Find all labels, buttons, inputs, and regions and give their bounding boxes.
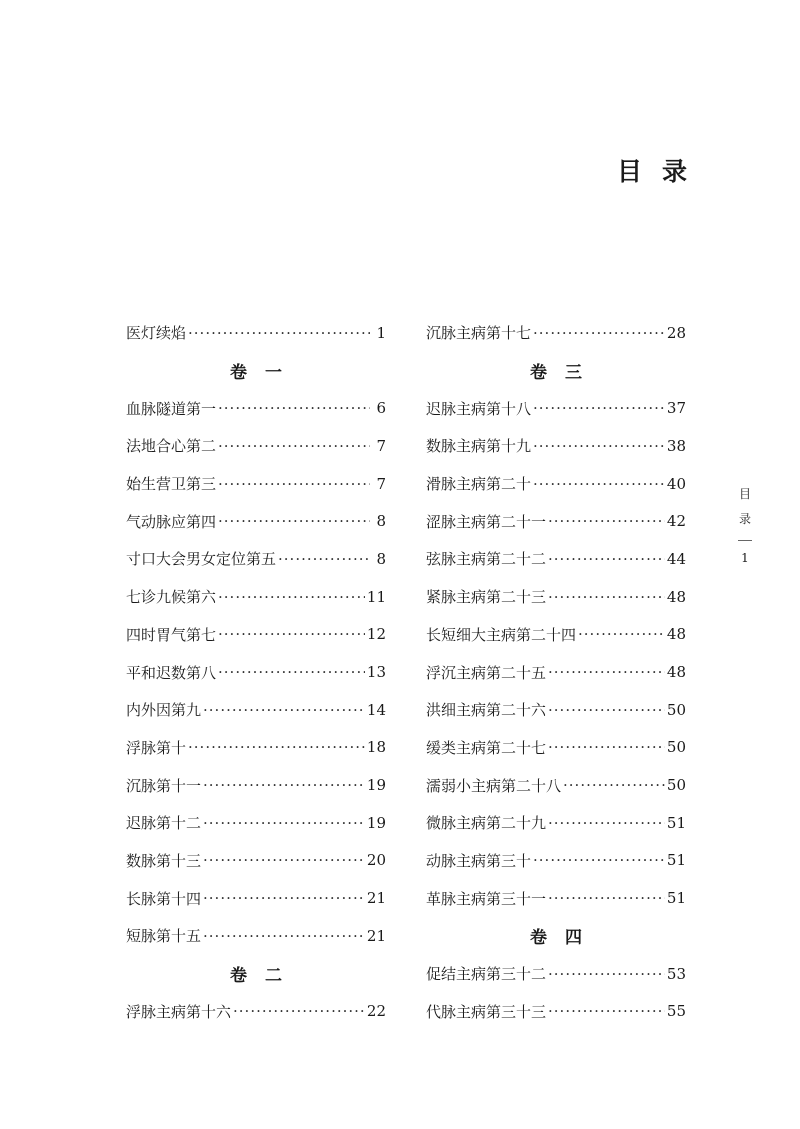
volume-heading-char-2: 一 — [265, 363, 282, 384]
dot-leader — [548, 663, 665, 681]
toc-entry[interactable] — [126, 992, 386, 1030]
toc-entry-title: 长短细大主病第二十四 — [426, 625, 577, 644]
dot-leader — [203, 776, 365, 794]
toc-entry[interactable] — [126, 879, 386, 917]
dot-leader — [533, 324, 665, 342]
dot-leader — [188, 738, 365, 756]
volume-heading — [426, 917, 686, 955]
volume-heading — [126, 955, 386, 993]
toc-entry-title: 沉脉主病第十七 — [426, 324, 532, 343]
toc-entry[interactable] — [426, 804, 686, 842]
dot-leader — [203, 927, 365, 945]
toc-entry-title: 弦脉主病第二十二 — [426, 550, 547, 569]
dot-leader — [203, 814, 365, 832]
dot-leader — [188, 324, 370, 342]
dot-leader — [548, 889, 665, 907]
page-title-char-1: 目 — [617, 157, 643, 186]
toc-entry-page: 48 — [666, 587, 686, 606]
toc-entry[interactable] — [426, 616, 686, 654]
dot-leader — [203, 701, 365, 719]
toc-entry[interactable] — [426, 955, 686, 993]
dot-leader — [548, 588, 665, 606]
toc-entry-page: 13 — [366, 663, 386, 682]
dot-leader — [548, 701, 665, 719]
dot-leader — [203, 889, 365, 907]
toc-entry-title: 数脉第十三 — [126, 851, 202, 870]
dot-leader — [218, 588, 365, 606]
toc-entry-title: 微脉主病第二十九 — [426, 814, 547, 833]
toc-entry-title: 内外因第九 — [126, 701, 202, 720]
dot-leader — [203, 851, 365, 869]
side-tab-char-1: 目 — [738, 487, 751, 501]
toc-entry-title: 平和迟数第八 — [126, 663, 217, 682]
toc-entry-title: 滑脉主病第二十 — [426, 475, 532, 494]
volume-heading-char-2: 三 — [565, 363, 582, 384]
toc-entry[interactable] — [426, 578, 686, 616]
toc-entry-page: 19 — [366, 813, 386, 832]
dot-leader — [218, 512, 370, 530]
dot-leader — [548, 512, 665, 530]
toc-entry[interactable] — [426, 540, 686, 578]
toc-entry-page: 42 — [666, 512, 686, 531]
toc-entry[interactable] — [126, 389, 386, 427]
dot-leader — [218, 625, 365, 643]
toc-entry[interactable] — [126, 917, 386, 955]
toc-entry-title: 代脉主病第三十三 — [426, 1002, 547, 1021]
toc-entry-title: 浮脉第十 — [126, 738, 187, 757]
toc-entry-page: 48 — [666, 663, 686, 682]
toc-right-column — [426, 314, 686, 1030]
dot-leader — [548, 550, 665, 568]
toc-entry-page: 11 — [366, 587, 386, 606]
toc-entry-page: 12 — [366, 625, 386, 644]
toc-entry-title: 涩脉主病第二十一 — [426, 512, 547, 531]
toc-entry-page: 6 — [376, 399, 386, 418]
toc-entry-page: 7 — [376, 474, 386, 493]
toc-entry-page: 50 — [666, 700, 686, 719]
toc-entry-page: 55 — [666, 1002, 686, 1021]
dot-leader — [533, 851, 665, 869]
volume-heading — [426, 352, 686, 390]
dot-leader — [533, 475, 665, 493]
toc-entry-page: 50 — [666, 776, 686, 795]
toc-entry-page: 20 — [366, 851, 386, 870]
toc-entry[interactable] — [126, 766, 386, 804]
dot-leader — [533, 437, 665, 455]
toc-entry[interactable] — [126, 502, 386, 540]
volume-heading-char-1: 卷 — [530, 363, 547, 384]
dot-leader — [233, 1002, 365, 1020]
toc-entry[interactable] — [126, 729, 386, 767]
volume-heading-char-1: 卷 — [230, 966, 247, 987]
toc-entry-title: 法地合心第二 — [126, 437, 217, 456]
dot-leader — [548, 1002, 665, 1020]
toc-entry-page: 1 — [376, 323, 386, 342]
page-title — [617, 152, 687, 188]
toc-entry[interactable] — [426, 427, 686, 465]
toc-entry-page: 37 — [666, 399, 686, 418]
volume-heading — [126, 352, 386, 390]
side-running-tab — [735, 484, 755, 565]
toc-entry-page: 8 — [376, 549, 386, 568]
dot-leader — [533, 399, 665, 417]
toc-entry-title: 动脉主病第三十 — [426, 851, 532, 870]
toc-entry-title: 气动脉应第四 — [126, 512, 217, 531]
toc-entry[interactable] — [426, 389, 686, 427]
toc-entry[interactable] — [126, 465, 386, 503]
toc-entry-title: 长脉第十四 — [126, 889, 202, 908]
toc-entry-page: 51 — [666, 889, 686, 908]
dot-leader — [548, 965, 665, 983]
toc-entry[interactable] — [126, 578, 386, 616]
toc-entry-title: 数脉主病第十九 — [426, 437, 532, 456]
toc-entry-page: 53 — [666, 964, 686, 983]
toc-entry[interactable] — [126, 691, 386, 729]
page-title-char-2: 录 — [662, 157, 688, 186]
volume-heading-char-2: 四 — [565, 928, 582, 949]
toc-entry-page: 19 — [366, 776, 386, 795]
volume-heading-char-1: 卷 — [230, 363, 247, 384]
toc-entry[interactable] — [426, 766, 686, 804]
toc-entry[interactable] — [126, 804, 386, 842]
toc-entry[interactable] — [426, 465, 686, 503]
toc-entry-title: 血脉隧道第一 — [126, 399, 217, 418]
toc-entry-title: 短脉第十五 — [126, 927, 202, 946]
toc-entry-title: 浮脉主病第十六 — [126, 1002, 232, 1021]
toc-entry-page: 14 — [366, 700, 386, 719]
toc-entry[interactable] — [426, 842, 686, 880]
toc-entry-page: 18 — [366, 738, 386, 757]
toc-entry-title: 促结主病第三十二 — [426, 965, 547, 984]
toc-entry-title: 迟脉主病第十八 — [426, 399, 532, 418]
toc-entry[interactable] — [126, 653, 386, 691]
toc-entry-title: 浮沉主病第二十五 — [426, 663, 547, 682]
toc-entry-page: 51 — [666, 851, 686, 870]
toc-entry-title: 七诊九候第六 — [126, 588, 217, 607]
page-number: 1 — [741, 551, 749, 565]
volume-heading-char-2: 二 — [265, 966, 282, 987]
dot-leader — [278, 550, 370, 568]
toc-entry[interactable] — [126, 540, 386, 578]
dot-leader — [218, 663, 365, 681]
toc-entry[interactable] — [426, 502, 686, 540]
toc-entry-page: 50 — [666, 738, 686, 757]
toc-entry-title: 医灯续焰 — [126, 324, 187, 343]
toc-entry-title: 沉脉第十一 — [126, 776, 202, 795]
toc-entry-page: 51 — [666, 813, 686, 832]
toc-entry[interactable] — [126, 842, 386, 880]
volume-heading-char-1: 卷 — [530, 928, 547, 949]
toc-entry-title: 洪细主病第二十六 — [426, 701, 547, 720]
toc-entry-page: 21 — [366, 926, 386, 945]
toc-entry-title: 迟脉第十二 — [126, 814, 202, 833]
toc-entry-page: 38 — [666, 436, 686, 455]
toc-entry-page: 21 — [366, 889, 386, 908]
dot-leader — [563, 776, 665, 794]
toc-left-column — [126, 314, 386, 1030]
side-tab-char-2: 录 — [738, 512, 751, 526]
dot-leader — [578, 625, 665, 643]
dot-leader — [218, 437, 370, 455]
toc-entry-page: 7 — [376, 436, 386, 455]
toc-entry[interactable] — [426, 314, 686, 352]
toc-entry-title: 紧脉主病第二十三 — [426, 588, 547, 607]
dot-leader — [218, 475, 370, 493]
toc-entry[interactable] — [126, 427, 386, 465]
toc-entry[interactable] — [426, 691, 686, 729]
toc-entry-title: 始生营卫第三 — [126, 475, 217, 494]
toc-entry-title: 濡弱小主病第二十八 — [426, 776, 562, 795]
dot-leader — [548, 814, 665, 832]
toc-entry-page: 48 — [666, 625, 686, 644]
toc-entry-page: 22 — [366, 1002, 386, 1021]
toc-entry[interactable] — [126, 314, 386, 352]
toc-entry[interactable] — [426, 653, 686, 691]
toc-entry-title: 寸口大会男女定位第五 — [126, 550, 277, 569]
toc-entry[interactable] — [426, 992, 686, 1030]
toc-entry[interactable] — [126, 616, 386, 654]
toc-entry-page: 28 — [666, 323, 686, 342]
side-tab-divider — [738, 540, 752, 541]
toc-entry-page: 8 — [376, 512, 386, 531]
toc-entry-page: 40 — [666, 474, 686, 493]
toc-entry-title: 四时胃气第七 — [126, 625, 217, 644]
toc-entry-title: 缓类主病第二十七 — [426, 738, 547, 757]
dot-leader — [218, 399, 370, 417]
dot-leader — [548, 738, 665, 756]
toc-entry[interactable] — [426, 729, 686, 767]
toc-entry-title: 革脉主病第三十一 — [426, 889, 547, 908]
toc-entry-page: 44 — [666, 549, 686, 568]
toc-entry[interactable] — [426, 879, 686, 917]
